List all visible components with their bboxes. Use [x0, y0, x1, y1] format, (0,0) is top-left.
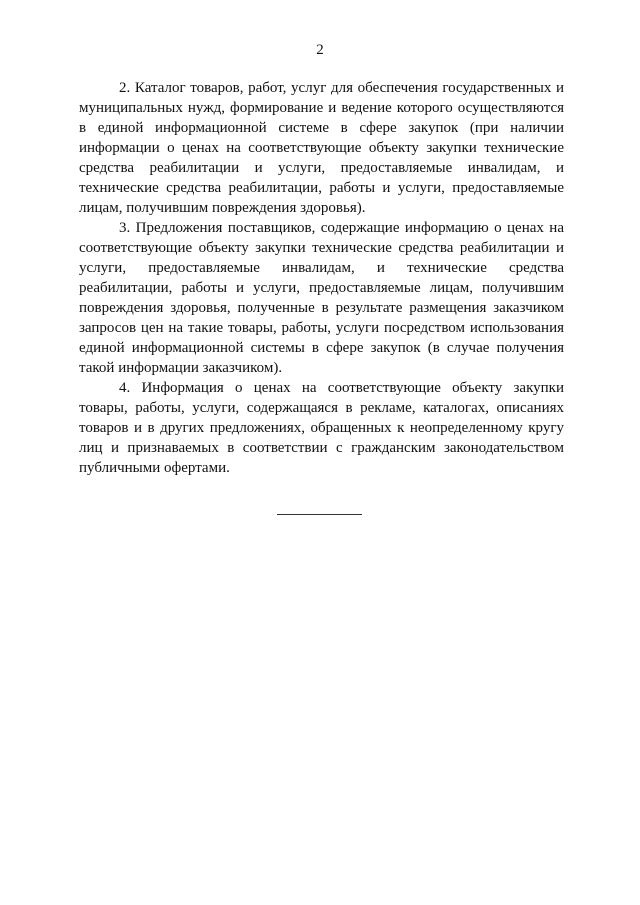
page-number: 2 [316, 42, 324, 58]
end-separator-line [277, 514, 362, 515]
document-body [79, 78, 564, 478]
paragraph-3: 3. Предложения поставщиков, содержащие информацию о ценах на соответствующие объекту закупки технические средства реабилитации и услуги, предоставляемые инвалидам, и технические средства реабилитации, работы и услуги, предоставляемые лицам, получившим повреждения здоровья, полученные в результате размещения заказчиком запросов цен на такие товары, работы, услуги посредством использования единой информационной системы в сфере закупок (в случае получения такой информации заказчиком). [79, 220, 564, 376]
paragraph-2: 2. Каталог товаров, работ, услуг для обеспечения государственных и муниципальных нужд, формирование и ведение которого осуществляются в единой информационной системе в сфере закупок (при наличии информации о ценах на соответствующие объекту закупки технические средства реабилитации и услуги, предоставляемые инвалидам, и технические средства реабилитации, работы и услуги, предоставляемые лицам, получившим повреждения здоровья). [79, 80, 564, 216]
paragraph-4: 4. Информация о ценах на соответствующие объекту закупки товары, работы, услуги, содержащаяся в рекламе, каталогах, описаниях товаров и в других предложениях, обращенных к неопределенному кругу лиц и признаваемых в соответствии с гражданским законодательством публичными офертами. [79, 380, 564, 476]
